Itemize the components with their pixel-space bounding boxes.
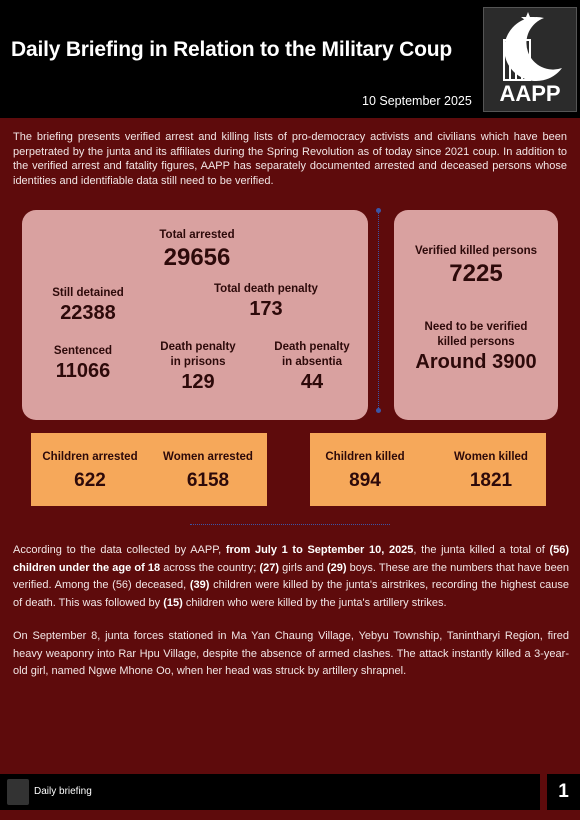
stat-label: Sentenced [53, 345, 113, 357]
text-span: According to the data collected by AAPP, [13, 544, 226, 556]
footer-label: Daily briefing [34, 786, 92, 797]
emphasis-text: from July 1 to September 10, 2025 [225, 544, 414, 556]
divider-horizontal [190, 524, 390, 525]
briefing-date: 10 September 2025 [362, 94, 472, 108]
stat-label: Children killed [325, 451, 405, 463]
stat-label: Still detained [52, 287, 124, 299]
stat-value: 129 [181, 371, 215, 393]
stat-label: Need to be verified [424, 321, 528, 333]
header-bar [0, 0, 580, 118]
arrest-highlights-box [31, 433, 267, 506]
text-span: across the country; [160, 561, 260, 574]
stat-label: in absentia [281, 356, 343, 368]
unverified-killed-stat [398, 320, 554, 374]
children-killed-stat [310, 450, 420, 493]
stat-value: 7225 [449, 260, 503, 287]
emphasis-text: (15) [163, 596, 183, 609]
stat-value: 622 [74, 470, 106, 491]
divider-dot [376, 208, 381, 213]
killed-stats-panel [394, 210, 558, 420]
stat-label: Verified killed persons [414, 245, 538, 257]
stat-label: Death penalty [274, 341, 350, 353]
text-span: boys. These are the numbers that have been verified. Among the (56) deceased, [13, 561, 569, 591]
stat-value: 22388 [60, 302, 116, 324]
stat-label: Women killed [454, 451, 528, 463]
stat-value: 1821 [469, 470, 513, 491]
divider-vertical [378, 210, 379, 412]
stat-label: Women arrested [163, 451, 253, 463]
emphasis-text: (29) [326, 561, 347, 574]
total-arrested-stat [122, 228, 272, 273]
footer-logo-icon [7, 779, 29, 805]
stat-label: Total death penalty [214, 283, 318, 295]
stat-label: Children arrested [42, 451, 138, 463]
stat-label: Total arrested [159, 229, 235, 241]
incident-paragraph: On September 8, junta forces stationed in Ma Yan Chaung Village, Yebyu Township, Tanintharyi Region, fired heavy weaponry into Rar Hpu Village, despite the absence of armed clashes. The attack instantly killed a 3-year-old girl, named Ngwe Mhone Oo, when her head was struck by artillery shrapnel. [13, 630, 569, 677]
children-arrested-stat [35, 450, 145, 493]
stat-value: 6158 [186, 470, 230, 491]
verified-killed-stat [398, 244, 554, 289]
emphasis-text: (56) children under the age of 18 [13, 544, 569, 574]
aapp-logo [483, 7, 577, 112]
stat-value: 894 [349, 470, 381, 491]
still-detained-stat [32, 286, 144, 325]
text-span: , the junta killed a total of [413, 544, 550, 556]
stat-value: 11066 [55, 360, 111, 382]
stat-label: killed persons [437, 336, 515, 348]
stat-value: 44 [300, 371, 324, 393]
page-number: 1 [558, 781, 569, 802]
text-span: children who were killed by the junta's artillery strikes. [182, 596, 447, 609]
stat-label: in prisons [170, 356, 226, 368]
text-span: girls and [279, 561, 327, 574]
killed-highlights-box [310, 433, 546, 506]
total-death-penalty-stat [200, 282, 332, 321]
prison-bars-icon [484, 8, 578, 88]
death-penalty-prisons-stat [150, 340, 246, 394]
page-number-box [547, 774, 580, 810]
page-title: Daily Briefing in Relation to the Military Coup [11, 38, 452, 61]
sentenced-stat [32, 344, 134, 383]
arrest-stats-panel [22, 210, 368, 420]
logo-text: AAPP [499, 81, 561, 106]
emphasis-text: (27) [259, 561, 280, 574]
stat-label: Death penalty [160, 341, 236, 353]
death-penalty-absentia-stat [264, 340, 360, 394]
footer-bar [0, 774, 540, 810]
text-span: children were killed by the junta's airstrikes, recording the highest cause of death. This was followed by [13, 579, 569, 609]
intro-paragraph: The briefing presents verified arrest and killing lists of pro-democracy activists and civilians which have been perpetrated by the junta and its affiliates during the Spring Revolution as of today since 2021 coup. In addition to the verified arrest and fatality figures, AAPP has separately documented arrested and deceased persons whose identities and identifiable data still need to be verified. [13, 131, 567, 187]
divider-dot [376, 408, 381, 413]
stat-value: 173 [249, 298, 283, 320]
emphasis-text: (39) [189, 579, 210, 591]
women-killed-stat [436, 450, 546, 493]
women-arrested-stat [153, 450, 263, 493]
stat-value: Around 3900 [415, 351, 537, 373]
children-killed-paragraph [13, 542, 569, 612]
stat-value: 29656 [163, 244, 231, 271]
